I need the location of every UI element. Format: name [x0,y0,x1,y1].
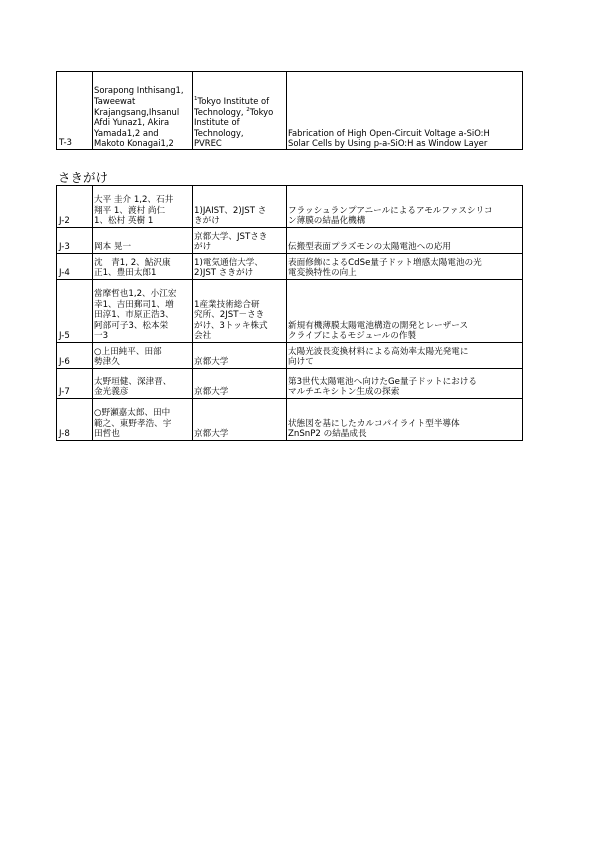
row-authors: ○野瀬嘉太郎、田中 範之、東野孝浩、宇 田哲也 [93,399,193,441]
table-row [57,399,523,441]
row-id: T-3 [57,72,93,150]
sakigake-table [56,185,523,441]
row-authors: 岡本 晃一 [93,228,193,254]
row-title: 表面修飾によるCdSe量子ドット増感太陽電池の光 電変換特性の向上 [287,254,523,280]
row-affiliation: 京都大学 [193,343,287,369]
row-title: フラッシュランプアニールによるアモルファスシリコ ン薄膜の結晶化機構 [287,186,523,228]
row-id: J-7 [57,369,93,399]
row-authors: 大平 圭介 1,2、石井 翔平 1、渡村 尚仁 1、松村 英樹 1 [93,186,193,228]
row-affiliation: 1)電気通信大学、 2)JST さきがけ [193,254,287,280]
row-title: 新規有機薄膜太陽電池構造の開発とレーザース クライブによるモジュールの作製 [287,280,523,343]
row-authors: ○上田純平、田部 勢津久 [93,343,193,369]
affil-part-1: Tokyo Institute of Technology, [194,96,270,117]
row-title: 伝搬型表面プラズモンの太陽電池への応用 [287,228,523,254]
row-id: J-6 [57,343,93,369]
row-affiliation: 京都大学、JSTさき がけ [193,228,287,254]
row-title: 状態図を基にしたカルコパイライト型半導体 ZnSnP2 の結晶成長 [287,399,523,441]
row-title: 太陽光波長変換材料による高効率太陽光発電に 向けて [287,343,523,369]
row-authors: 太野垣健、深津晋、 金光義彦 [93,369,193,399]
table-row [57,254,523,280]
row-id: J-3 [57,228,93,254]
row-authors: 沈 青1, 2、鮎沢康 正1、豊田太郎1 [93,254,193,280]
table-row [57,228,523,254]
row-affiliation [193,72,287,150]
table-row [57,343,523,369]
section-heading: さきがけ [58,170,109,185]
affil-sup-1: 1 [194,96,198,103]
row-authors: 當摩哲也1,2、小江宏 幸1、吉田郵司1、増 田淳1、市原正浩3、 阿部可子3、松本栄 一3 [93,280,193,343]
row-affiliation: 1産業技術総合研 究所、2JST－さき がけ、3トッキ株式 会社 [193,280,287,343]
row-affiliation: 京都大学 [193,399,287,441]
row-authors: Sorapong Inthisang1, Taweewat Krajangsang,Ihsanul Afdi Yunaz1, Akira Yamada1,2 and Makoto Konagai1,2 [93,72,193,150]
top-table [56,71,523,150]
row-id: J-2 [57,186,93,228]
row-id: J-4 [57,254,93,280]
row-title: 第3世代太陽電池へ向けたGe量子ドットにおける マルチエキシトン生成の探索 [287,369,523,399]
row-title: Fabrication of High Open-Circuit Voltage a-SiO:H Solar Cells by Using p-a-SiO:H as Window Layer [287,72,523,150]
affil-sup-2: 2 [246,106,250,113]
table-row [57,369,523,399]
row-id: J-5 [57,280,93,343]
row-id: J-8 [57,399,93,441]
table-row [57,280,523,343]
affil-part-2: Tokyo Institute of Technology, PVREC [194,106,274,149]
row-affiliation: 1)JAIST、2)JST さ きがけ [193,186,287,228]
row-affiliation: 京都大学 [193,369,287,399]
table-row [57,186,523,228]
table-row [57,72,523,150]
